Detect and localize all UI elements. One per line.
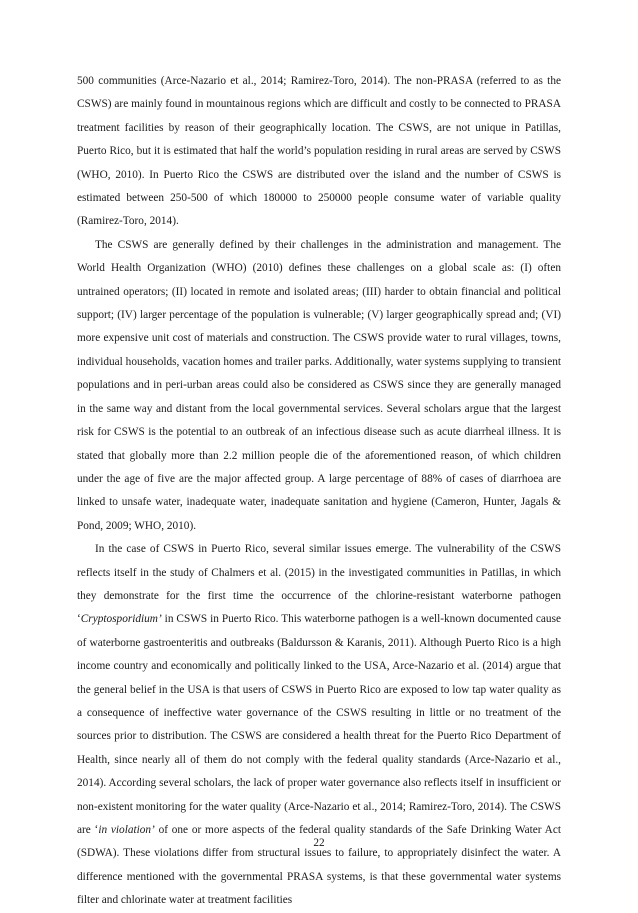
- paragraph-text: In the case of CSWS in Puerto Rico, several similar issues emerge. The vulnerability of the CSWS reflects itself in the study of Chalmers et al. (2015) in the investigated communities in Patillas, in which they demonstrate for the first time the occurrence of the chlorine-resistant waterborne pathogen ‘: [77, 543, 561, 626]
- paragraph-text: in CSWS in Puerto Rico. This waterborne pathogen is a well-known documented cause of waterborne gastroenteritis and outbreaks (Baldursson & Karanis, 2011). Although Puerto Rico is a high income country and economically and politically linked to the USA, Arce-Nazario et al. (2014) argue that the general belief in the USA is that users of CSWS in Puerto Rico are exposed to low tap water quality as a consequence of ineffective water governance of the CSWS resulting in little or no treatment of the sources prior to distribution. The CSWS are considered a health threat for the Puerto Rico Department of Health, since nearly all of them do not comply with the federal quality standards (Arce-Nazario et al., 2014). According several scholars, the lack of proper water governance also reflects itself in insufficient or non-existent monitoring for the water quality (Arce-Nazario et al., 2014; Ramirez-Toro, 2014). The CSWS are ‘: [77, 613, 561, 836]
- paragraph: [77, 538, 561, 913]
- paragraph: [77, 234, 561, 538]
- paragraph-text: of one or more aspects of the federal quality standards of the Safe Drinking Water Act (SDWA). These violations differ from structural issues to failure, to appropriately disinfect the water. A difference mentioned with the governmental PRASA systems, is that these governmental water systems filter and chlorinate water at treatment facilities: [77, 824, 561, 907]
- paragraph: [77, 70, 561, 234]
- italic-text: Cryptosporidium’: [80, 613, 162, 626]
- italic-text: in violation’: [98, 824, 155, 836]
- paragraph-text: The CSWS are generally defined by their challenges in the administration and management. The World Health Organization (WHO) (2010) defines these challenges on a global scale as: (I) often untrained operators; (II) located in remote and isolated areas; (III) harder to obtain financial and political support; (IV) larger percentage of the population is vulnerable; (V) larger geographically spread and; (VI) more expensive unit cost of materials and construction. The CSWS provide water to rural villages, towns, individual households, vacation homes and trailer parks. Additionally, water systems supplying to transient populations and in peri-urban areas could also be considered as CSWS since they are generally managed in the same way and distant from the local governmental services. Several scholars argue that the largest risk for CSWS is the potential to an outbreak of an infectious disease such as acute diarrheal illness. It is stated that globally more than 2.2 million people die of the aforementioned reason, of which children under the age of five are the major affected group. A large percentage of 88% of cases of diarrhoea are linked to unsafe water, inadequate water, inadequate sanitation and hygiene (Cameron, Hunter, Jagals & Pond, 2009; WHO, 2010).: [77, 238, 561, 532]
- page-number: 22: [313, 837, 325, 849]
- paragraph-text: 500 communities (Arce-Nazario et al., 2014; Ramirez-Toro, 2014). The non-PRASA (referred to as the CSWS) are mainly found in mountainous regions which are difficult and costly to be connected to PRASA treatment facilities by reason of their geographically location. The CSWS, are not unique in Patillas, Puerto Rico, but it is estimated that half the world’s population residing in rural areas are served by CSWS (WHO, 2010). In Puerto Rico the CSWS are distributed over the island and the number of CSWS is estimated between 250-500 of which 180000 to 250000 people consume water of variable quality (Ramirez-Toro, 2014).: [77, 75, 561, 228]
- body-text: [77, 70, 561, 913]
